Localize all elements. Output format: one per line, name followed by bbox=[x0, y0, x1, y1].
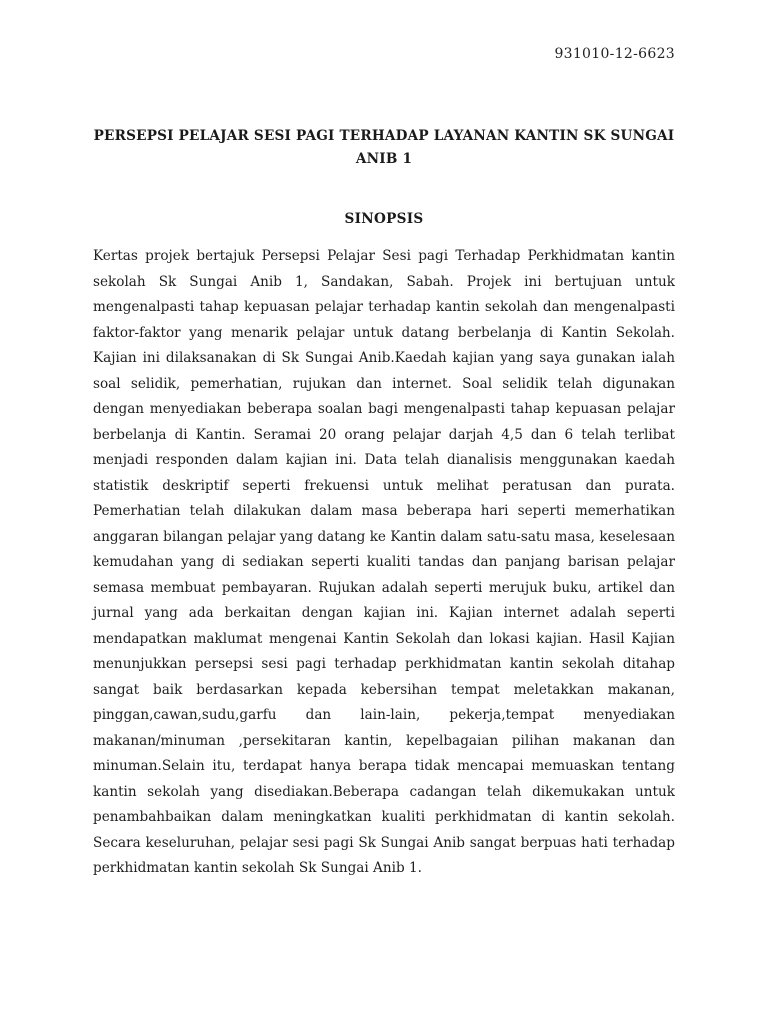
section-heading: SINOPSIS bbox=[344, 211, 424, 227]
document-title: PERSEPSI PELAJAR SESI PAGI TERHADAP LAYANAN KANTIN SK SUNGAI ANIB 1 bbox=[93, 128, 675, 167]
synopsis-paragraph: Kertas projek bertajuk Persepsi Pelajar Sesi pagi Terhadap Perkhidmatan kantin sekolah Sk Sungai Anib 1, Sandakan, Sabah. Projek ini bertujuan untuk mengenalpasti tahap kepuasan pelajar terhadap kantin sekolah dan mengenalpasti faktor-faktor yang menarik pelajar untuk datang berbelanja di Kantin Sekolah. Kajian ini dilaksanakan di Sk Sungai Anib.Kaedah kajian yang saya gunakan ialah soal selidik, pemerhatian, rujukan dan internet. Soal selidik telah digunakan dengan menyediakan beberapa soalan bagi mengenalpasti tahap kepuasan pelajar berbelanja di Kantin. Seramai 20 orang pelajar darjah 4,5 dan 6 telah terlibat menjadi responden dalam kajian ini. Data telah dianalisis menggunakan kaedah statistik deskriptif seperti frekuensi untuk melihat peratusan dan purata. Pemerhatian telah dilakukan dalam masa beberapa hari seperti memerhatikan anggaran bilangan pelajar yang datang ke Kantin dalam satu-satu masa, keselesaan kemudahan yang di sediakan seperti kualiti tandas dan panjang barisan pelajar semasa membuat pembayaran. Rujukan adalah seperti merujuk buku, artikel dan jurnal yang ada berkaitan dengan kajian ini. Kajian internet adalah seperti mendapatkan maklumat mengenai Kantin Sekolah dan lokasi kajian. Hasil Kajian menunjukkan persepsi sesi pagi terhadap perkhidmatan kantin sekolah ditahap sangat baik berdasarkan kepada kebersihan tempat meletakkan makanan, pinggan,cawan,sudu,garfu dan lain-lain, pekerja,tempat menyediakan makanan/minuman ,persekitaran kantin, kepelbagaian pilihan makanan dan minuman.Selain itu, terdapat hanya berapa tidak mencapai memuaskan tentang kantin sekolah yang disediakan.Beberapa cadangan telah dikemukakan untuk penambahbaikan dalam meningkatkan kualiti perkhidmatan di kantin sekolah. Secara keseluruhan, pelajar sesi pagi Sk Sungai Anib sangat berpuas hati terhadap perkhidmatan kantin sekolah Sk Sungai Anib 1. bbox=[93, 248, 675, 876]
document-id-number: 931010-12-6623 bbox=[554, 46, 675, 62]
